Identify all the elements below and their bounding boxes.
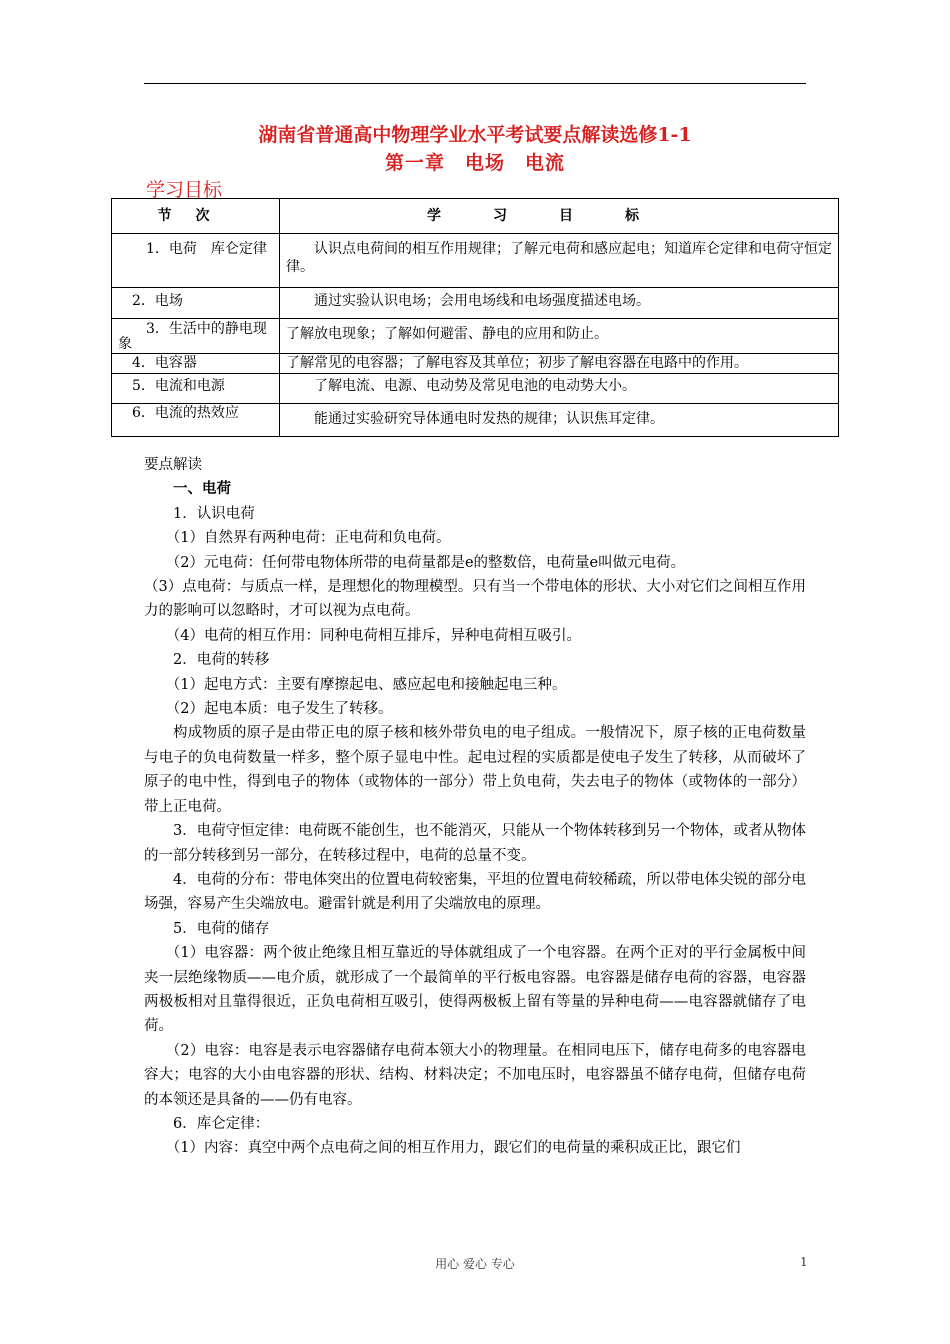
- paragraph: 4．电荷的分布：带电体突出的位置电荷较密集，平坦的位置电荷较稀疏，所以带电体尖锐的部分电场强，容易产生尖端放电。避雷针就是利用了尖端放电的原理。: [144, 871, 806, 913]
- objective-cell: 通过实验认识电场；会用电场线和电场强度描述电场。: [280, 288, 839, 319]
- table-row: [112, 234, 839, 288]
- header-objective: 学习目标: [280, 199, 839, 234]
- table-row: [112, 319, 839, 354]
- paragraph: （1）起电方式：主要有摩擦起电、感应起电和接触起电三种。: [165, 676, 567, 693]
- table-row: [112, 288, 839, 319]
- section-cell: 2．电场: [112, 288, 280, 319]
- goals-heading: 学习目标: [146, 179, 223, 201]
- section-cell: 6．电流的热效应: [112, 404, 280, 437]
- chapter-title: 第一章 电场 电流: [384, 152, 565, 174]
- table-header-row: [112, 199, 839, 234]
- subheading: 5．电荷的储存: [173, 920, 270, 937]
- section-cell: 3．生活中的静电现象: [112, 319, 280, 354]
- table-row: [112, 374, 839, 404]
- section-cell: 4．电容器: [112, 354, 280, 374]
- paragraph: （2）电容：电容是表示电容器储存电荷本领大小的物理量。在相同电压下，储存电荷多的电容器电容大；电容的大小由电容器的形状、结构、材料决定；不加电压时，电容器虽不储存电荷，但储存电荷的本领还是具备的——仍有电容。: [144, 1042, 806, 1108]
- learning-goals-table: [111, 198, 839, 437]
- heading-charge: 一、电荷: [173, 480, 231, 498]
- main-content: [144, 453, 806, 1161]
- objective-cell: 了解电流、电源、电动势及常见电池的电动势大小。: [280, 374, 839, 404]
- page-number: 1: [800, 1255, 808, 1269]
- paragraph: 构成物质的原子是由带正电的原子核和核外带负电的电子组成。一般情况下，原子核的正电荷数量与电子的负电荷数量一样多，整个原子显电中性。起电过程的实质都是使电子发生了转移，从而破坏了原子的电中性，得到电子的物体（或物体的一部分）带上负电荷，失去电子的物体（或物体的一部分）带上正电荷。: [144, 725, 806, 815]
- table-row: [112, 404, 839, 437]
- objective-cell: 认识点电荷间的相互作用规律；了解元电荷和感应起电；知道库仑定律和电荷守恒定律。: [280, 234, 839, 288]
- document-title: 湖南省普通高中物理学业水平考试要点解读选修1-1: [258, 124, 692, 146]
- paragraph: （2）起电本质：电子发生了转移。: [165, 701, 393, 718]
- header-rule: [144, 83, 806, 84]
- paragraph: （1）电容器：两个彼止绝缘且相互靠近的导体就组成了一个电容器。在两个正对的平行金属板中间夹一层绝缘物质——电介质，就形成了一个最简单的平行板电容器。电容器是储存电荷的容器，电容器两极板相对且靠得很近，正负电荷相互吸引，使得两极板上留有等量的异种电荷——电容器就储存了电荷。: [144, 945, 806, 1035]
- paragraph: （1）自然界有两种电荷：正电荷和负电荷。: [165, 530, 451, 547]
- paragraph: 3．电荷守恒定律：电荷既不能创生，也不能消灭，只能从一个物体转移到另一个物体，或者从物体的一部分转移到另一部分，在转移过程中，电荷的总量不变。: [144, 823, 806, 864]
- paragraph: （4）电荷的相互作用：同种电荷相互排斥，异种电荷相互吸引。: [165, 627, 581, 644]
- section-label: 要点解读: [144, 457, 202, 473]
- paragraph: （2）元电荷：任何带电物体所带的电荷量都是e的整数倍，电荷量e叫做元电荷。: [165, 554, 686, 571]
- section-cell: 1．电荷 库仑定律: [112, 234, 280, 288]
- subheading: 6．库仑定律：: [173, 1115, 270, 1132]
- paragraph: （1）内容：真空中两个点电荷之间的相互作用力，跟它们的电荷量的乘积成正比，跟它们: [165, 1140, 741, 1157]
- objective-cell: 了解常见的电容器；了解电容及其单位；初步了解电容器在电路中的作用。: [280, 354, 839, 374]
- footer-motto: 用心 爱心 专心: [435, 1257, 515, 1271]
- objective-cell: 了解放电现象；了解如何避雷、静电的应用和防止。: [280, 319, 839, 354]
- subheading: 1．认识电荷: [173, 505, 255, 522]
- subheading: 2．电荷的转移: [173, 652, 270, 669]
- objective-cell: 能通过实验研究导体通电时发热的规律；认识焦耳定律。: [280, 404, 839, 437]
- table-row: [112, 354, 839, 374]
- paragraph: （3）点电荷：与质点一样，是理想化的物理模型。只有当一个带电体的形状、大小对它们之间相互作用力的影响可以忽略时，才可以视为点电荷。: [144, 579, 806, 620]
- header-section: 节次: [112, 199, 280, 234]
- section-cell: 5．电流和电源: [112, 374, 280, 404]
